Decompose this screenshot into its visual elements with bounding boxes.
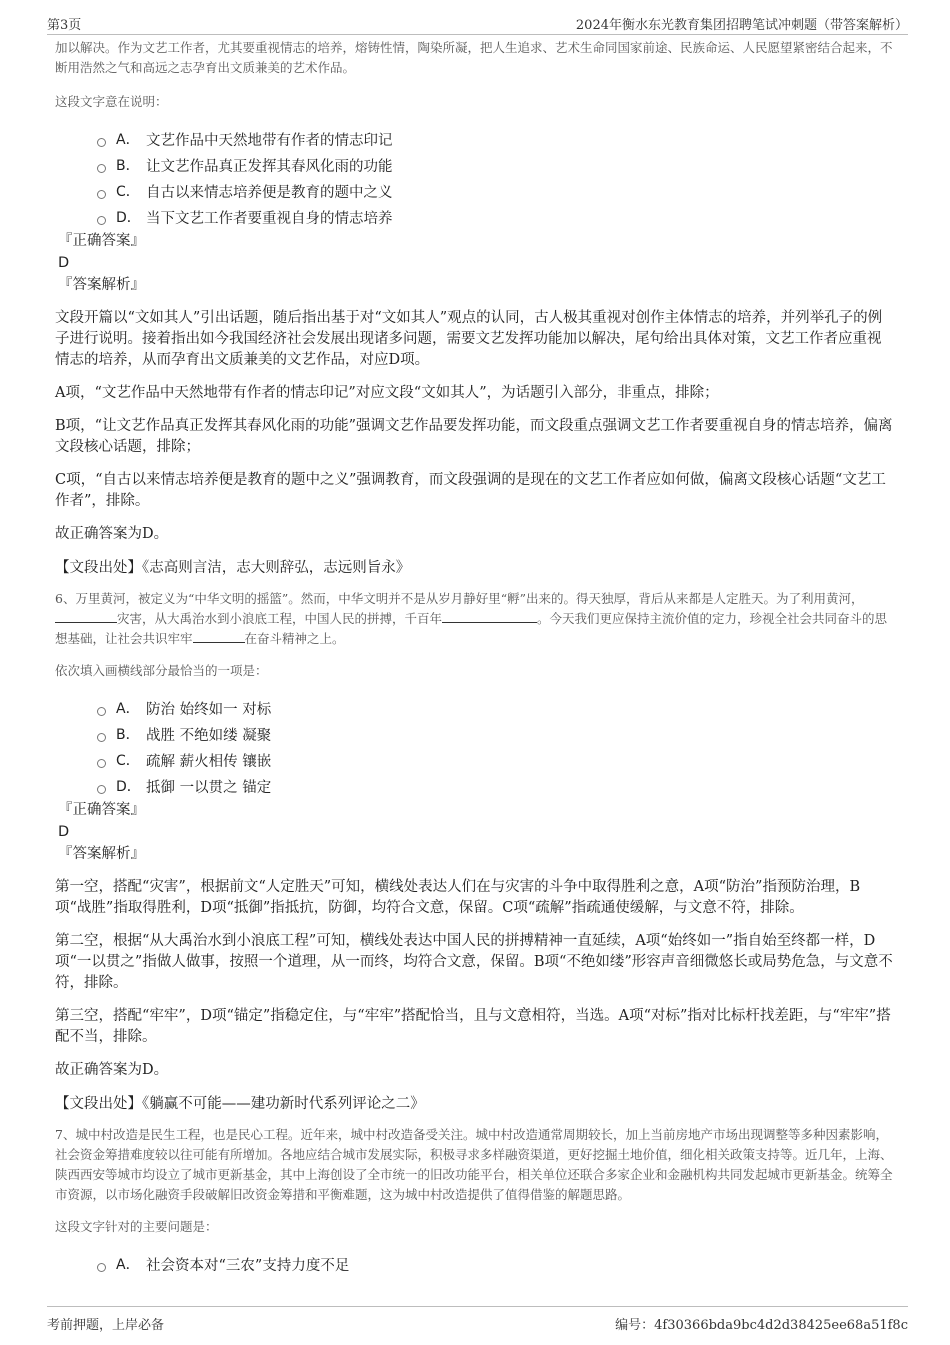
radio-icon[interactable] <box>97 190 106 199</box>
blank-2 <box>442 609 537 623</box>
q5-option-a[interactable]: A． 文艺作品中天然地带有作者的情志印记 <box>97 126 895 152</box>
q6-analysis-2: 第二空，根据“从大禹治水到小浪底工程”可知，横线处表达中国人民的拼搏精神一直延续，A项“始终如一”指自始至终都一样，D项“一以贯之”指做人做事，按照一个道理，从一而终，均符合文意，保留。B项“不绝如缕”形容声音细微悠长或局势危急，与文意不符，排除。 <box>55 933 893 991</box>
q5-passage: 加以解决。作为文艺工作者，尤其要重视情志的培养，熔铸性情，陶染所凝，把人生追求、艺术生命同国家前途、民族命运、人民愿望紧密结合起来，不断用浩然之气和高远之志孕育出文质兼美的艺术作品。 <box>55 40 893 75</box>
q6-source: 【文段出处】《躺赢不可能——建功新时代系列评论之二》 <box>55 1096 425 1112</box>
blank-3 <box>193 629 245 643</box>
q5-analysis-3: B项，“让文艺作品真正发挥其春风化雨的功能”强调文艺作品要发挥功能，而文段重点强调文艺工作者要重视自身的情志培养，偏离文段核心话题，排除； <box>55 418 893 455</box>
radio-icon[interactable] <box>97 733 106 742</box>
q6-answer-label: 『正确答案』 <box>58 802 145 818</box>
page-content <box>55 38 895 1277</box>
q5-option-b[interactable]: B． 让文艺作品真正发挥其春风化雨的功能 <box>97 152 895 178</box>
q6-analysis-1: 第一空，搭配“灾害”，根据前文“人定胜天”可知，横线处表达人们在与灾害的斗争中取得胜利之意，A项“防治”指预防治理，B项“战胜”指取得胜利，D项“抵御”指抵抗，防御，均符合文意，保留。C项“疏解”指疏通使缓解，与文意不符，排除。 <box>55 879 861 916</box>
radio-icon[interactable] <box>97 707 106 716</box>
page-header <box>47 10 908 35</box>
q6-option-d[interactable]: D． 抵御 一以贯之 锚定 <box>97 773 895 799</box>
q6-analysis-label: 『答案解析』 <box>58 846 145 862</box>
q6-option-c[interactable]: C． 疏解 薪火相传 镶嵌 <box>97 747 895 773</box>
q7-option-a[interactable]: A． 社会资本对“三农”支持力度不足 <box>97 1251 895 1277</box>
q5-option-d[interactable]: D． 当下文艺工作者要重视自身的情志培养 <box>97 204 895 230</box>
q6-option-b[interactable]: B． 战胜 不绝如缕 凝聚 <box>97 721 895 747</box>
q7-stem: 7、城中村改造是民生工程，也是民心工程。近年来，城中村改造备受关注。城中村改造通常周期较长，加上当前房地产市场出现调整等多种因素影响，社会资金筹措难度较以往可能有所增加。各地应结合城市发展实际，积极寻求多样融资渠道，更好挖掘土地价值，细化相关政策支持等。近几年，上海、陕西西安等城市均设立了城市更新基金，其中上海创设了全市统一的旧改功能平台，相关单位还联合多家企业和金融机构共同发起城市更新基金。统筹全市资源，以市场化融资手段破解旧改资金筹措和平衡难题，这为城中村改造提供了值得借鉴的解题思路。 <box>55 1127 893 1202</box>
footer-slogan: 考前押题，上岸必备 <box>47 1318 165 1333</box>
q5-analysis-label: 『答案解析』 <box>58 277 145 293</box>
q6-option-a[interactable]: A． 防治 始终如一 对标 <box>97 695 895 721</box>
q5-answer: D <box>58 255 70 271</box>
page-footer <box>47 1306 908 1335</box>
q5-prompt: 这段文字意在说明： <box>55 94 168 109</box>
page-number: 第3页 <box>47 18 82 33</box>
q5-conclusion: 故正确答案为D。 <box>55 526 169 542</box>
q7-prompt: 这段文字针对的主要问题是： <box>55 1219 218 1234</box>
q7-options <box>97 1251 895 1277</box>
q6-answer: D <box>58 824 70 840</box>
q5-analysis-4: C项，“自古以来情志培养便是教育的题中之义”强调教育，而文段强调的是现在的文艺工作者应如何做，偏离文段核心话题“文艺工作者”，排除。 <box>55 472 886 509</box>
q5-analysis-1: 文段开篇以“文如其人”引出话题，随后指出基于对“文如其人”观点的认同，古人极其重视对创作主体情志的培养，并列举孔子的例子进行说明。接着指出如今我国经济社会发展出现诸多问题，需要文艺发挥功能加以解决，尾句给出具体对策，文艺工作者应重视情志的培养，从而孕育出文质兼美的文艺作品，对应D项。 <box>55 310 883 368</box>
q5-options <box>97 126 895 230</box>
radio-icon[interactable] <box>97 785 106 794</box>
radio-icon[interactable] <box>97 1263 106 1272</box>
radio-icon[interactable] <box>97 138 106 147</box>
q6-prompt: 依次填入画横线部分最恰当的一项是： <box>55 663 268 678</box>
q6-stem: 6、万里黄河，被定义为“中华文明的摇篮”。然而，中华文明并不是从岁月静好里“孵”出来的。得天独厚，背后从来都是人定胜天。为了利用黄河，灾害，从大禹治水到小浪底工程，中国人民的拼搏，千百年 。今天我们更应保持主流价值的定力，珍视全社会共同奋斗的思想基础，让社会共识牢牢 在奋斗精神之上。 <box>55 591 888 646</box>
radio-icon[interactable] <box>97 759 106 768</box>
blank-1 <box>55 609 117 623</box>
q6-analysis-3: 第三空，搭配“牢牢”，D项“锚定”指稳定住，与“牢牢”搭配恰当，且与文意相符，当选。A项“对标”指对比标杆找差距，与“牢牢”搭配不当，排除。 <box>55 1008 891 1045</box>
q6-conclusion: 故正确答案为D。 <box>55 1062 169 1078</box>
q5-analysis-2: A项，“文艺作品中天然地带有作者的情志印记”对应文段“文如其人”，为话题引入部分，非重点，排除； <box>55 385 719 401</box>
document-id: 编号：4f30366bda9bc4d2d38425ee68a51f8c <box>615 1318 908 1333</box>
radio-icon[interactable] <box>97 164 106 173</box>
q5-answer-label: 『正确答案』 <box>58 233 145 249</box>
q5-option-c[interactable]: C． 自古以来情志培养便是教育的题中之义 <box>97 178 895 204</box>
q5-source: 【文段出处】《志高则言洁，志大则辞弘，志远则旨永》 <box>55 560 411 576</box>
q6-options <box>97 695 895 799</box>
radio-icon[interactable] <box>97 216 106 225</box>
document-title: 2024年衡水东光教育集团招聘笔试冲刺题（带答案解析） <box>575 18 908 33</box>
